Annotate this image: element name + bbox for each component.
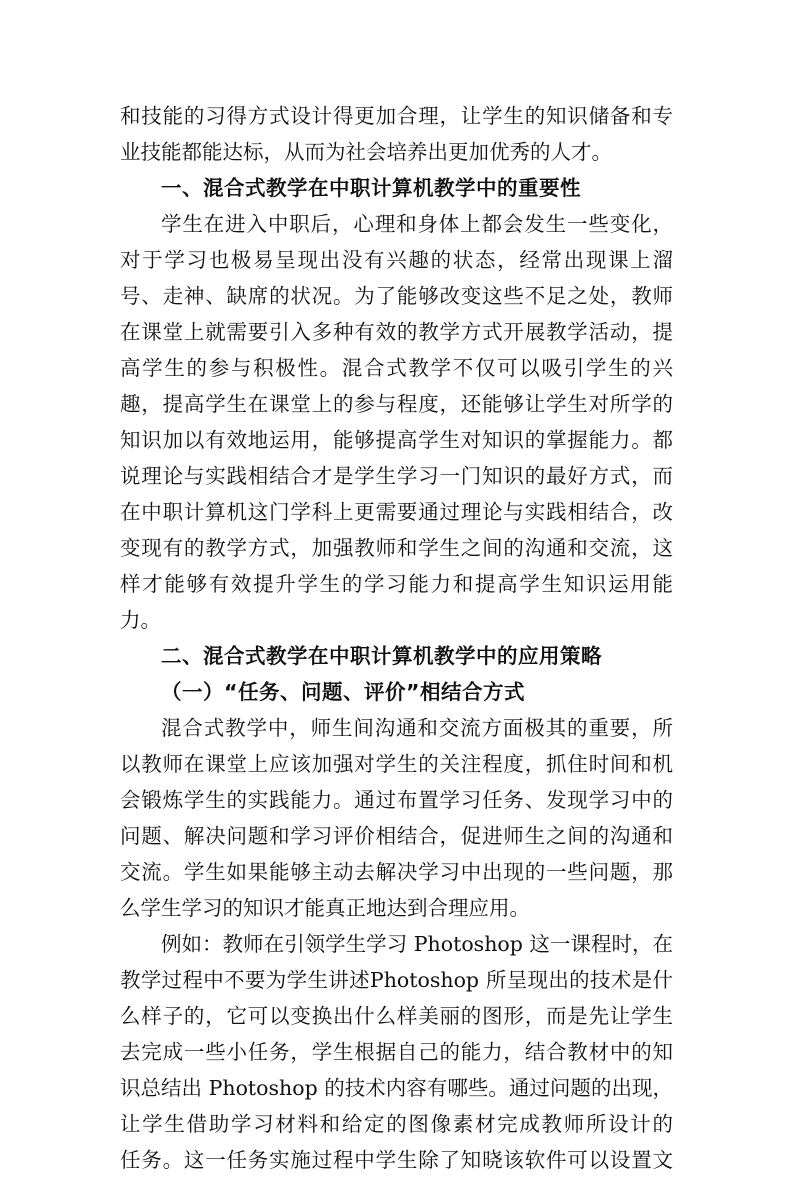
paragraph-first-line: 例如：教师在引领学生学习 Photoshop 这一课程时，在	[161, 932, 673, 956]
body-text-line: 知识加以有效地运用，能够提高学生对知识的掌握能力。都	[120, 428, 673, 452]
body-text-line: 力。	[120, 608, 161, 632]
body-text-line: 会锻炼学生的实践能力。通过布置学习任务、发现学习中的	[120, 788, 673, 812]
body-text-line: 高学生的参与积极性。混合式教学不仅可以吸引学生的兴	[120, 356, 673, 380]
body-text-line: 交流。学生如果能够主动去解决学习中出现的一些问题，那	[120, 860, 673, 884]
body-text-line: 和技能的习得方式设计得更加合理，让学生的知识储备和专	[120, 104, 673, 128]
body-text-line: 变现有的教学方式，加强教师和学生之间的沟通和交流，这	[120, 536, 673, 560]
body-text-line: 教学过程中不要为学生讲述Photoshop 所呈现出的技术是什	[120, 968, 673, 992]
section-heading-1: 一、混合式教学在中职计算机教学中的重要性	[161, 176, 581, 200]
document-page	[120, 98, 673, 1178]
body-text-line: 趣，提高学生在课堂上的参与程度，还能够让学生对所学的	[120, 392, 673, 416]
body-text-line: 任务。这一任务实施过程中学生除了知晓该软件可以设置文	[120, 1148, 673, 1172]
body-text-line: 在课堂上就需要引入多种有效的教学方式开展教学活动，提	[120, 320, 673, 344]
paragraph-first-line: 混合式教学中，师生间沟通和交流方面极其的重要，所	[161, 716, 673, 740]
body-text-line: 么学生学习的知识才能真正地达到合理应用。	[120, 896, 530, 920]
body-text-line: 说理论与实践相结合才是学生学习一门知识的最好方式，而	[120, 464, 673, 488]
body-text-line: 在中职计算机这门学科上更需要通过理论与实践相结合，改	[120, 500, 673, 524]
paragraph-first-line: 学生在进入中职后，心理和身体上都会发生一些变化，	[161, 212, 673, 236]
body-text-line: 问题、解决问题和学习评价相结合，促进师生之间的沟通和	[120, 824, 673, 848]
body-text-line: 去完成一些小任务，学生根据自己的能力，结合教材中的知	[120, 1040, 673, 1064]
section-heading-2: 二、混合式教学在中职计算机教学中的应用策略	[161, 644, 602, 668]
body-text-line: 样才能够有效提升学生的学习能力和提高学生知识运用能	[120, 572, 673, 596]
body-text-line: 让学生借助学习材料和给定的图像素材完成教师所设计的	[120, 1112, 673, 1136]
subsection-heading-1: （一）“任务、问题、评价”相结合方式	[161, 680, 525, 704]
body-text-line: 识总结出 Photoshop 的技术内容有哪些。通过问题的出现，	[120, 1076, 673, 1100]
body-text-line: 业技能都能达标，从而为社会培养出更加优秀的人才。	[120, 140, 612, 164]
body-text-line: 么样子的，它可以变换出什么样美丽的图形，而是先让学生	[120, 1004, 673, 1028]
body-text-line: 对于学习也极易呈现出没有兴趣的状态，经常出现课上溜	[120, 248, 673, 272]
body-text-line: 以教师在课堂上应该加强对学生的关注程度，抓住时间和机	[120, 752, 673, 776]
body-text-line: 号、走神、缺席的状况。为了能够改变这些不足之处，教师	[120, 284, 673, 308]
